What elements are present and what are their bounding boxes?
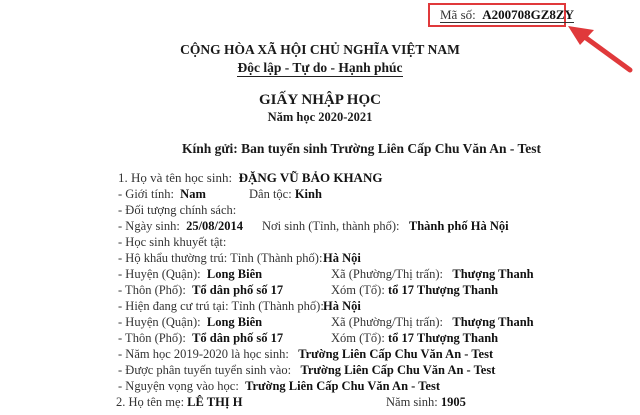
dob-row: - Ngày sinh: 25/08/2014 bbox=[118, 219, 244, 233]
student-name-row: 1. Họ và tên học sinh: ĐẶNG VŨ BẢO KHANG bbox=[118, 170, 383, 185]
gender-row: - Giới tính: Nam bbox=[118, 187, 206, 201]
perm-village-row: - Thôn (Phố): Tổ dân phố số 17 bbox=[118, 283, 284, 297]
mother-name-row: 2. Họ tên mẹ: LÊ THỊ H bbox=[116, 395, 243, 409]
assigned-school-row: - Được phân tuyến tuyển sinh vào: Trường Liên Cấp Chu Văn An - Test bbox=[118, 363, 496, 377]
perm-ward-row: Xã (Phường/Thị trấn): Thượng Thanh bbox=[331, 267, 534, 281]
school-year: Năm học 2020-2021 bbox=[267, 110, 373, 124]
wish-school-row: - Nguyện vọng vào học: Trường Liên Cấp Chu Văn An - Test bbox=[118, 379, 440, 393]
prev-school-row: - Năm học 2019-2020 là học sinh: Trường Liên Cấp Chu Văn An - Test bbox=[118, 347, 494, 361]
policy-row: - Đối tượng chính sách: bbox=[118, 203, 237, 217]
cur-province-value: Hà Nội bbox=[323, 299, 361, 313]
motto: Độc lập - Tự do - Hạnh phúc bbox=[237, 60, 403, 75]
perm-province-row: - Hộ khẩu thường trú: Tỉnh (Thành phố): bbox=[118, 251, 323, 265]
cur-ward-row: Xã (Phường/Thị trấn): Thượng Thanh bbox=[331, 315, 534, 329]
perm-province-value: Hà Nội bbox=[323, 251, 361, 265]
cur-province-row: - Hiện đang cư trú tại: Tỉnh (Thành phố): bbox=[118, 299, 324, 313]
code-label: Mã số: bbox=[440, 7, 476, 22]
cur-village-row: - Thôn (Phố): Tổ dân phố số 17 bbox=[118, 331, 284, 345]
recipient: Kính gửi: Ban tuyển sinh Trường Liên Cấp Chu Văn An - Test bbox=[182, 141, 542, 156]
birthplace-row: Nơi sinh (Tỉnh, thành phố): Thành phố Hà Nội bbox=[262, 219, 509, 233]
cur-hamlet-row: Xóm (Tổ): tổ 17 Thượng Thanh bbox=[331, 331, 499, 345]
cur-district-row: - Huyện (Quận): Long Biên bbox=[118, 315, 263, 329]
document-title: GIẤY NHẬP HỌC bbox=[259, 92, 381, 108]
disability-row: - Học sinh khuyết tật: bbox=[118, 235, 227, 249]
perm-hamlet-row: Xóm (Tổ): tổ 17 Thượng Thanh bbox=[331, 283, 499, 297]
ethnicity-row: Dân tộc: Kinh bbox=[249, 187, 322, 201]
mother-birth-year-row: Năm sinh: 1905 bbox=[386, 395, 466, 409]
country-heading: CỘNG HÒA XÃ HỘI CHỦ NGHĨA VIỆT NAM bbox=[180, 42, 460, 57]
perm-district-row: - Huyện (Quận): Long Biên bbox=[118, 267, 263, 281]
student-name: ĐẶNG VŨ BẢO KHANG bbox=[238, 170, 383, 185]
code-value: A200708GZ8ZY bbox=[482, 7, 574, 22]
